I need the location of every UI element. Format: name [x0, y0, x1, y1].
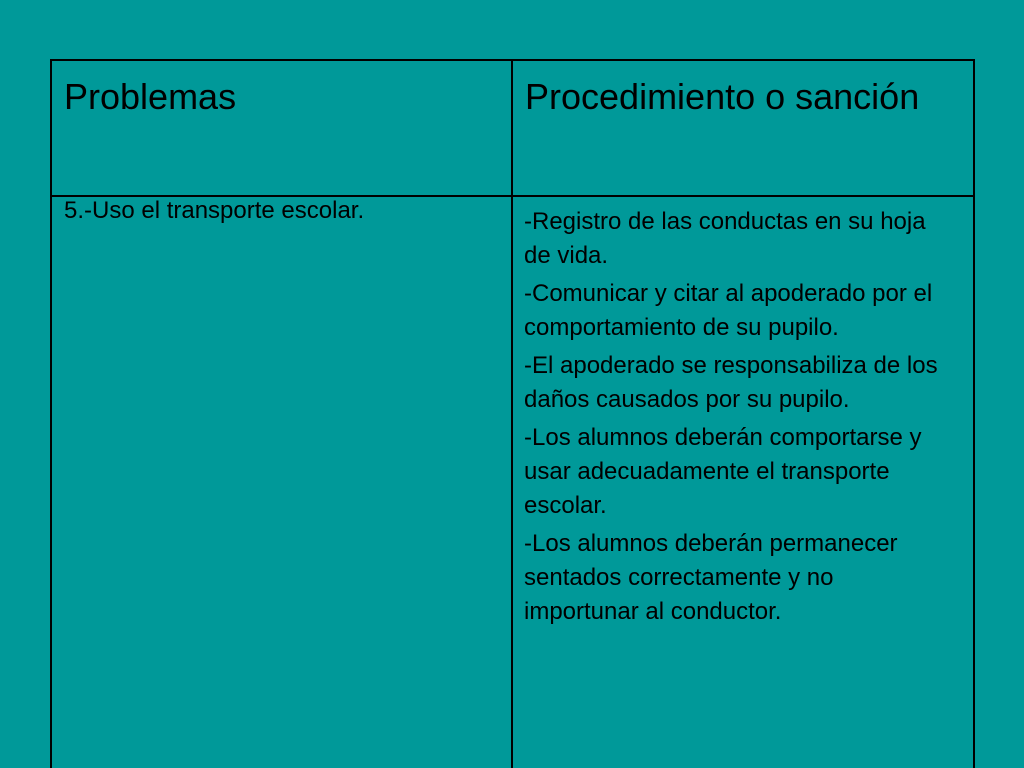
table-header-row — [51, 60, 974, 196]
table-row — [51, 196, 974, 768]
header-problems: Problemas — [51, 60, 512, 196]
procedure-item: -Comunicar y citar al apoderado por el comportamiento de su pupilo. — [524, 280, 933, 341]
header-procedure: Procedimiento o sanción — [512, 60, 974, 196]
problem-cell: 5.-Uso el transporte escolar. — [51, 196, 512, 768]
rules-table — [50, 59, 975, 768]
procedure-item: -El apoderado se responsabiliza de los daños causados por su pupilo. — [524, 352, 938, 413]
procedure-item: -Registro de las conductas en su hoja de vida. — [524, 208, 926, 269]
procedure-item: -Los alumnos deberán comportarse y usar adecuadamente el transporte escolar. — [524, 424, 922, 519]
procedure-item: -Los alumnos deberán permanecer sentados correctamente y no importunar al conductor. — [524, 530, 898, 625]
procedure-cell — [512, 196, 974, 768]
